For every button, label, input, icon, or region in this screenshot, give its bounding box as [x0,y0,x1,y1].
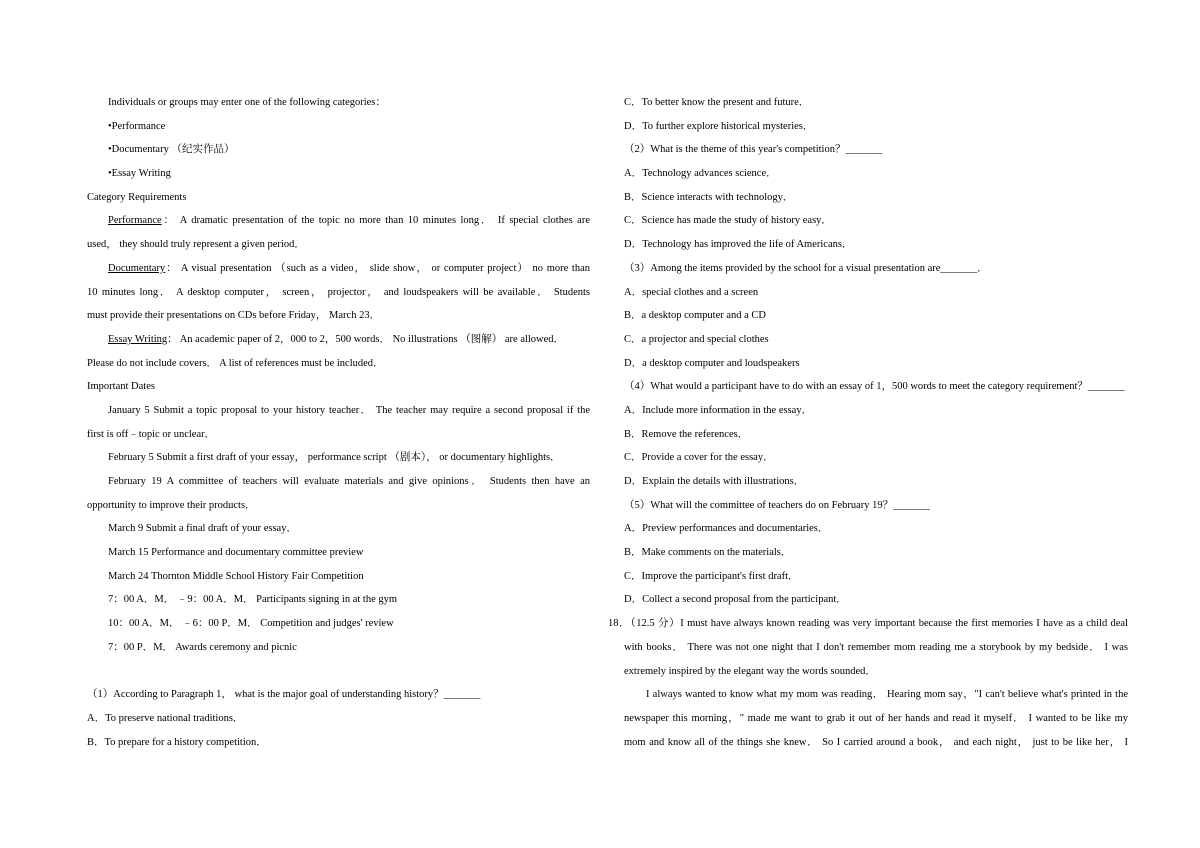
category-documentary: •Documentary （纪实作品） [108,144,235,156]
date-feb5: February 5 Submit a first draft of your essay， performance script （剧本）， or documentary highlights． [108,452,561,464]
date-jan5-line1: January 5 Submit a topic proposal to your history teacher． The teacher may require a second proposal if the [108,404,590,416]
question-3: （3）Among the items provided by the school for a visual presentation are_______． [624,262,988,274]
essay-requirement-line2: Please do not include covers． A list of references must be included． [87,357,384,369]
essay-label: Essay Writing [108,333,168,345]
schedule-awards: 7：00 P．M． Awards ceremony and picnic [108,641,297,653]
performance-label: Performance [108,215,162,227]
date-feb19-line1: February 19 A committee of teachers will evaluate materials and give opinions． Students then have an [108,476,590,487]
question-3-option-a: A．special clothes and a screen [624,286,759,298]
question-4-option-c: C．Provide a cover for the essay． [624,452,774,464]
question-2: （2）What is the theme of this year's competition？_______ [624,144,883,156]
passage-18-line2: with books． There was not one night that I don't remember mom reading me a storybook by my bedside． I was [624,641,1128,653]
spacer [87,660,590,684]
passage-18-line3: extremely inspired by the elegant way the words sounded． [624,665,876,677]
documentary-label: Documentary [108,262,166,274]
question-2-option-a: A．Technology advances science． [624,168,777,180]
question-3-option-b: B．a desktop computer and a CD [624,310,767,322]
documentary-requirement-line2: 10 minutes long． A desktop computer， screen， projector， and loudspeakers will be available． Students [87,286,590,298]
question-5-option-b: B．Make comments on the materials． [624,547,792,559]
schedule-signin: 7：00 A．M． ﹣9：00 A．M． Participants signing in at the gym [108,594,398,606]
essay-text: ： An academic paper of 2，000 to 2，500 words． No illustrations （图解） are allowed． [167,333,565,345]
question-3-option-d: D．a desktop computer and loudspeakers [624,357,800,369]
categories-intro: Individuals or groups may enter one of the following categories： [108,97,386,108]
passage-18-para2-line3: mom and know all of the things she knew． So I carried around a book， and each night， just to be like her， I [624,736,1128,748]
question-2-option-d: D．Technology has improved the life of Americans． [624,239,853,251]
question-5-option-c: C．Improve the participant's first draft． [624,570,799,582]
date-jan5-line2: first is off﹣topic or unclear． [87,428,216,440]
passage-18-para2-line1: I always wanted to know what my mom was reading． Hearing mom say，"I can't believe what's printed in the [646,689,1128,701]
documentary-requirement-line3: must provide their presentations on CDs before Friday， March 23． [87,310,381,322]
question-2-option-c: C．Science has made the study of history easy． [624,215,832,227]
question-1: （1）According to Paragraph 1， what is the major goal of understanding history？_______ [87,689,481,701]
question-1-option-a: A．To preserve national traditions． [87,712,244,724]
passage-18-line1: 18．（12.5 分）I must have always known reading was very important because the first memories I have as a child deal [608,618,1128,630]
date-mar15: March 15 Performance and documentary committee preview [108,547,364,559]
question-4: （4）What would a participant have to do with an essay of 1，500 words to meet the category requirement？_______ [624,381,1125,393]
category-essay-writing: •Essay Writing [108,168,171,180]
important-dates-heading: Important Dates [87,381,155,393]
question-4-option-a: A．Include more information in the essay． [624,404,813,416]
documentary-requirement-line1 [87,257,590,281]
question-5: （5）What will the committee of teachers do on February 19？_______ [624,499,930,511]
date-mar9: March 9 Submit a final draft of your essay． [108,523,297,535]
question-1-option-c: C．To better know the present and future． [624,97,810,108]
right-column [608,91,1128,754]
category-performance: •Performance [108,120,166,132]
question-5-option-a: A．Preview performances and documentaries． [624,523,829,535]
question-3-option-c: C．a projector and special clothes [624,333,769,345]
performance-requirement-line2: used， they should truly represent a given period． [87,239,305,251]
category-requirements-heading: Category Requirements [87,191,187,203]
date-feb19-line2: opportunity to improve their products． [87,499,256,511]
question-5-option-d: D．Collect a second proposal from the participant． [624,594,847,606]
essay-requirement-line1 [87,328,590,352]
performance-requirement-line1 [87,209,590,233]
date-mar24: March 24 Thornton Middle School History Fair Competition [108,570,364,582]
schedule-competition: 10：00 A．M． ﹣6：00 P．M． Competition and judges' review [108,618,394,630]
documentary-text: ： A visual presentation （such as a video， slide show， or computer project） no more than [165,262,590,274]
question-4-option-d: D．Explain the details with illustrations． [624,476,805,487]
question-4-option-b: B．Remove the references． [624,428,749,440]
question-2-option-b: B．Science interacts with technology． [624,191,794,203]
performance-text: ： A dramatic presentation of the topic no more than 10 minutes long． If special clothes are [161,215,590,227]
left-column [87,91,590,754]
question-1-option-d: D．To further explore historical mysteries． [624,120,814,132]
passage-18-para2-line2: newspaper this morning，" made me want to grab it out of her hands and read it myself． I wanted to be like my [624,712,1128,724]
question-1-option-b: B．To prepare for a history competition． [87,736,267,748]
